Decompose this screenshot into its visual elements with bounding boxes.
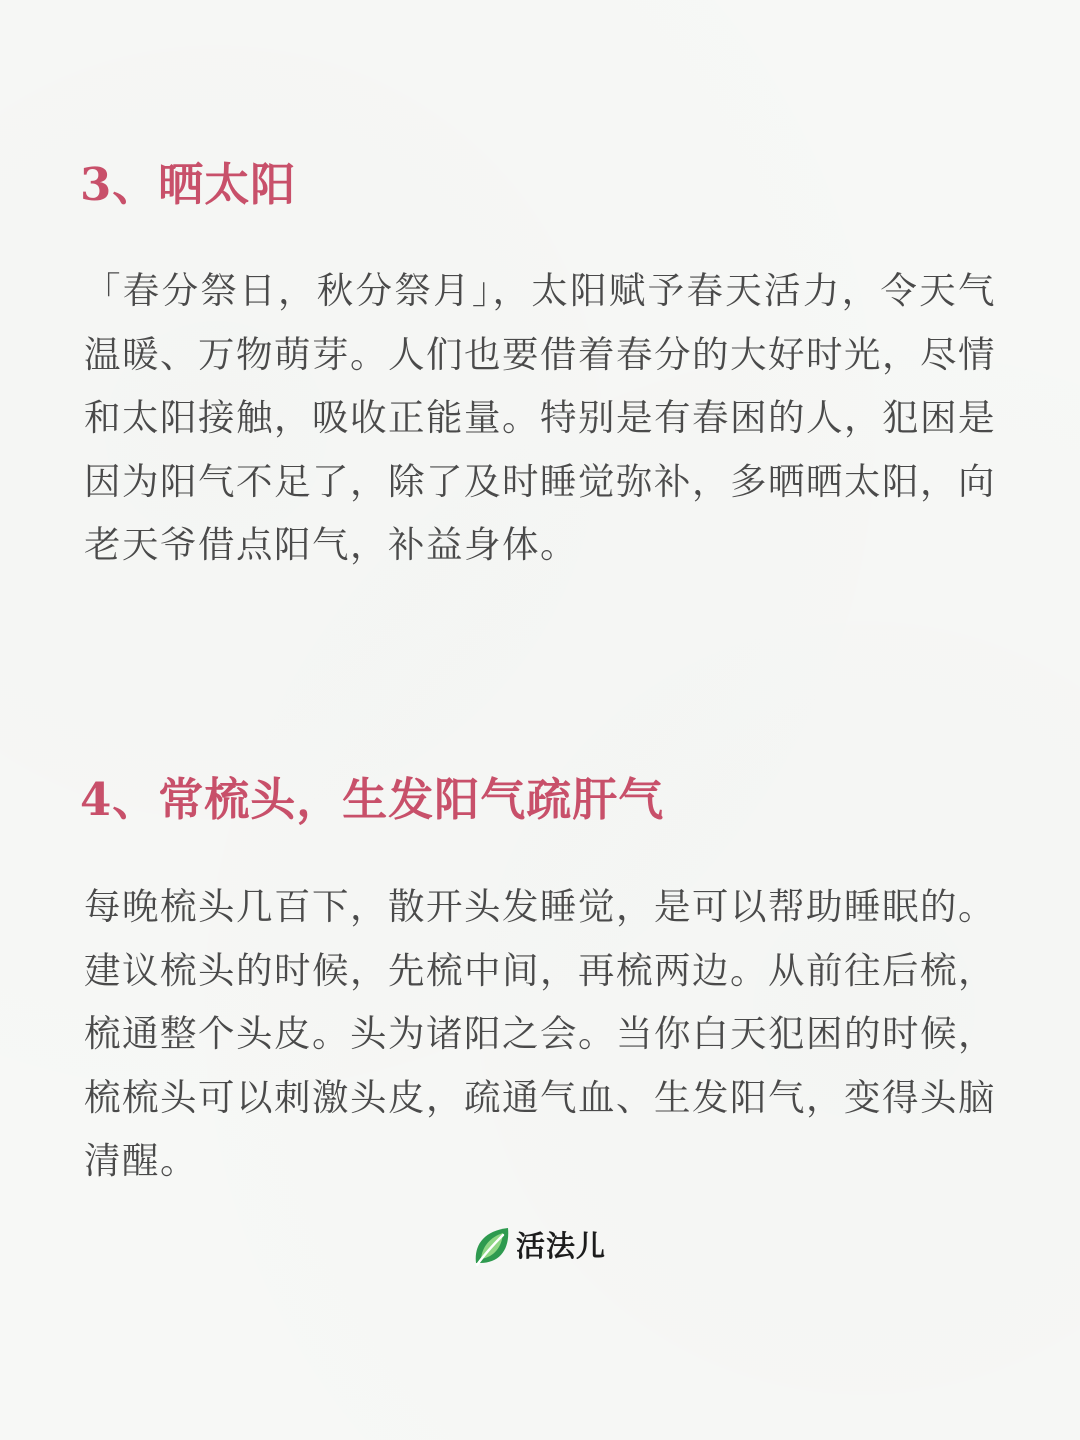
section-heading-sunbathing: 3、晒太阳 (80, 158, 297, 211)
green-leaf-icon (472, 1225, 512, 1267)
section-body-sunbathing: 「春分祭日，秋分祭月」，太阳赋予春天活力，令天气温暖、万物萌芽。人们也要借着春分的大好时光，尽情和太阳接触，吸收正能量。特别是有春困的人，犯困是因为阳气不足了，除了及时睡觉弥补，多晒晒太阳，向老天爷借点阳气，补益身体。 (84, 269, 996, 566)
brand-name: 活法儿 (516, 1229, 607, 1263)
footer-brand (472, 1222, 606, 1270)
section-body-combing-hair: 每晚梳头几百下，散开头发睡觉，是可以帮助睡眠的。建议梳头的时候，先梳中间，再梳两边。从前往后梳，梳通整个头皮。头为诸阳之会。当你白天犯困的时候，梳梳头可以刺激头皮，疏通气血、生发阳气，变得头脑清醒。 (84, 885, 996, 1182)
section-heading-combing-hair: 4、常梳头，生发阳气疏肝气 (80, 773, 665, 826)
